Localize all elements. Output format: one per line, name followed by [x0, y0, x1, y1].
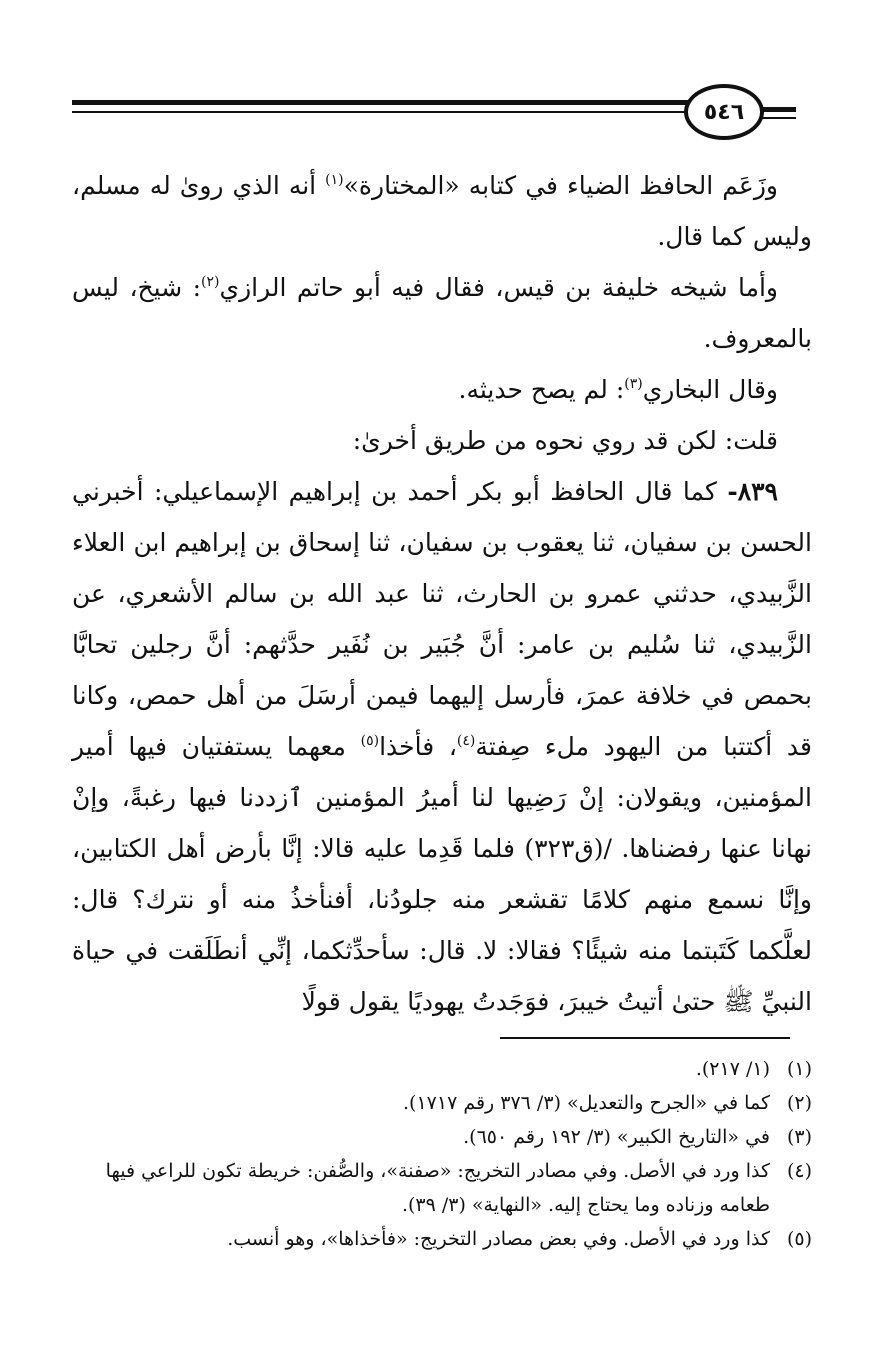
paragraph-3: [72, 364, 812, 415]
text-run: أنه الذي روىٰ له مسلم، وليس كما قال.: [72, 171, 812, 251]
paragraph-1: [72, 160, 812, 262]
footnote-number: (٥): [786, 1228, 812, 1250]
text-run: : لم يصح حديثه.: [458, 375, 625, 404]
footnote-number: (١): [786, 1058, 812, 1080]
paragraph-4: قلت: لكن قد روي نحوه من طريق أخرىٰ:: [352, 426, 778, 455]
footnote-number: (٤): [786, 1160, 812, 1182]
page-header: [0, 0, 879, 160]
header-rule-right-thin: [758, 117, 796, 119]
footnote-number: (٣): [786, 1126, 812, 1148]
footnote-item: [72, 1120, 812, 1154]
footnote-text: في «التاريخ الكبير» (٣/ ١٩٢ رقم ٦٥٠).: [463, 1126, 770, 1148]
footnote-ref-1: (١): [325, 172, 344, 188]
footnote-number: (٢): [786, 1092, 812, 1114]
text-run: كما قال الحافظ أبو بكر أحمد بن إبراهيم الإسماعيلي: أخبرني الحسن بن سفيان، ثنا يعقوب بن سفيان، ثنا إسحاق بن إبراهيم ابن العلاء الزَّبيدي، حدثني عمرو بن الحارث، ثنا عبد الله بن سالم الأشعري، عن الزَّبيدي، ثنا سُليم بن عامر: أنَّ جُبَير بن نُفَير حدَّثهم: أنَّ رجلين تحابَّا بحمص في خلافة عمرَ، فأرسل إليهما فيمن أرسَلَ من أهل حمص، وكانا قد أكتتبا من اليهود ملء صِفتة: [72, 477, 812, 761]
paragraph-5: [72, 466, 812, 1027]
text-run: ، فأخذا: [379, 732, 457, 761]
text-run: معهما يستفتيان فيها أمير المؤمنين، ويقولان: إنْ رَضِيها لنا أميرُ المؤمنين ٱزددنا فيها رغبةً، وإنْ نهانا عنها رفضناها. /(ق٣٢٣) فلما قَدِما عليه قالا: إنَّا بأرض أهل الكتابين، وإنَّا نسمع منهم كلامًا تقشعر منه جلودُنا، أفنأخذُ منه أو نترك؟ قال: لعلَّكما كَتَبتما منه شيئًا؟ فقالا: لا. قال: سأحدِّثكما، إنِّي أنطَلَقت في حياة النبيِّ ﷺ حتىٰ أتيتُ خيبرَ، فوَجَدتُ يهوديًا يقول قولًا: [72, 732, 812, 1016]
footnote-item: [72, 1052, 812, 1086]
page-number: ٥٤٦: [684, 84, 764, 140]
text-run: وأما شيخه خليفة بن قيس، فقال فيه أبو حاتم الرازي: [219, 273, 778, 302]
footnote-ref-3: (٣): [624, 376, 643, 392]
footnote-item: [72, 1222, 812, 1256]
footnote-item: [72, 1086, 812, 1120]
footnote-text: كما في «الجرح والتعديل» (٣/ ٣٧٦ رقم ١٧١٧).: [403, 1092, 770, 1114]
footnote-item: [72, 1154, 812, 1222]
footnote-ref-5: (٥): [360, 733, 380, 749]
footnote-ref-4: (٤): [456, 733, 476, 749]
text-run: وقال البخاري: [642, 375, 778, 404]
footnote-text: كذا ورد في الأصل. وفي بعض مصادر التخريج: «فأخذاها»، وهو أنسب.: [227, 1228, 770, 1250]
footnote-ref-2: (٢): [201, 274, 220, 290]
footnote-text: (١/ ٢١٧).: [695, 1058, 770, 1080]
main-text: [72, 160, 812, 1027]
header-rule-thick: [72, 100, 694, 105]
footnote-divider: [500, 1037, 790, 1039]
footnotes: [72, 1052, 812, 1256]
text-run: وزَعَم الحافظ الضياء في كتابه «المختارة»: [343, 171, 778, 200]
header-rule-thin: [72, 111, 694, 113]
paragraph-2: [72, 262, 812, 364]
hadith-number: ٨٣٩-: [727, 477, 778, 506]
text-run: : شيخ، ليس بالمعروف.: [72, 273, 812, 353]
footnote-text: كذا ورد في الأصل. وفي مصادر التخريج: «صفنة»، والصُّفن: خريطة تكون للراعي فيها طعامه وزناده وما يحتاج إليه. «النهاية» (٣/ ٣٩).: [105, 1160, 770, 1216]
